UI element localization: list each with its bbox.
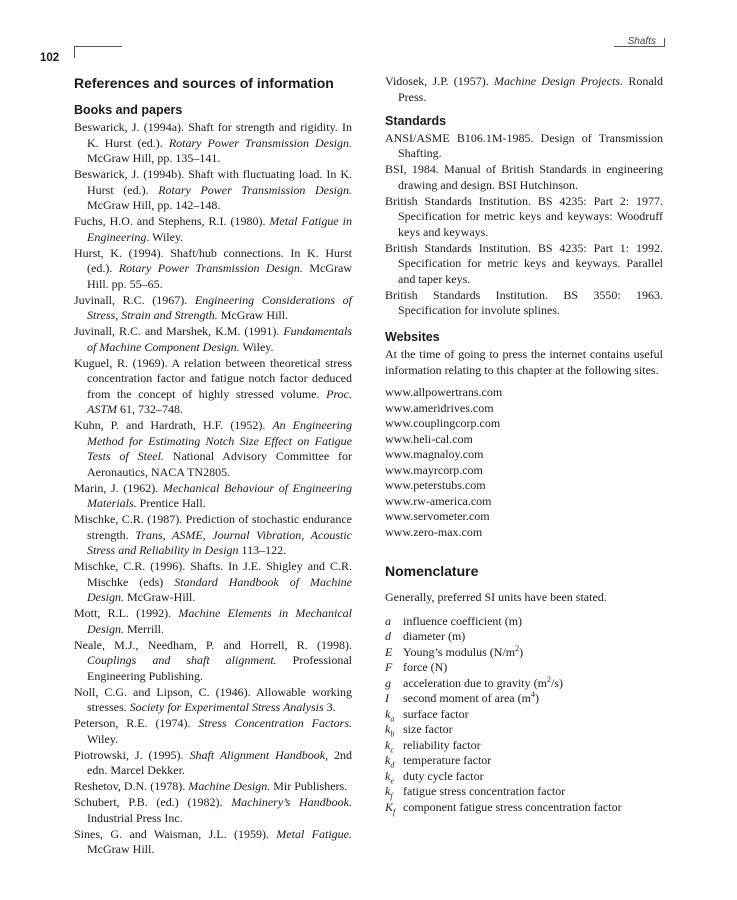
reference-text: Merrill. [124,621,164,636]
symbol-subscript: f [390,791,393,801]
reference-text: , 2nd edn. Marcel Dekker. [87,747,353,777]
website-link[interactable]: www.couplingcorp.com [385,416,501,430]
reference-text: National Advisory Committee for Aeronautics, NACA TN2805. [87,449,352,479]
reference-text: Mischke, C.R. (1987). Prediction of stochastic endurance strength. [74,512,352,542]
reference-entry [74,293,352,324]
nomenclature-symbol [385,722,403,738]
reference-entry [74,606,352,637]
reference-text: Ronald Press. [398,74,663,104]
reference-title: Engineering Considerations of Stress, Strain and Strength. [87,292,353,322]
standard-entry: BSI, 1984. Manual of British Standards in engineering drawing and design. BSI Hutchinson. [385,162,663,192]
reference-entry [74,795,352,826]
reference-title: Proc. ASTM [87,386,352,416]
reference-text: McGraw Hill. pp. 55–65. [87,261,352,291]
reference-title: Metal Fatigue in Engineering [87,214,352,244]
reference-text: Piotrowski, J. (1995). [74,747,190,762]
reference-text: Schubert, P.B. (ed.) (1982). [74,795,232,809]
website-link[interactable]: www.heli-cal.com [385,431,473,446]
nomenclature-description: duty cycle factor [403,768,484,783]
reference-text: Mir Publishers. [270,779,348,793]
symbol-letter: k [385,768,391,783]
reference-text: McGraw Hill. [87,842,155,856]
reference-text: Kuhn, P. and Hardrath, H.F. (1952). [74,418,273,432]
nomenclature-heading: Nomenclature [385,563,479,579]
websites-intro: At the time of going to press the internet contains useful information relating to this chapter at the following sites. [385,347,663,377]
reference-text: McGraw Hill, pp. 135–141. [87,151,221,165]
spacer [385,540,663,562]
reference-text: Prentice Hall. [136,496,206,510]
reference-entry [385,74,663,105]
nomenclature-description: acceleration due to gravity (m [403,675,547,690]
symbol-letter: k [385,722,391,736]
websites-list [385,385,663,540]
nomenclature-row [385,800,663,816]
reference-title: Fundamentals of Machine Component Design. [87,324,352,354]
symbol-subscript: e [390,775,394,785]
nomenclature-row [385,707,663,723]
nomenclature-row [385,769,663,785]
nomenclature-symbol [385,629,403,645]
website-link[interactable]: www.mayrcorp.com [385,462,483,477]
symbol-letter: K [385,799,394,814]
reference-entry [74,748,352,779]
nomenclature-row [385,614,663,630]
reference-entry [74,779,352,795]
reference-text: McGraw Hill. [217,308,289,322]
symbol-letter: g [385,675,391,690]
reference-entry [74,246,352,293]
nomenclature-row [385,753,663,769]
reference-entry [74,481,352,512]
symbol-letter: F [385,660,393,674]
nomenclature-description: fatigue stress concentration factor [403,784,566,798]
nomenclature-symbol [385,660,403,676]
right-column [385,74,663,815]
references-heading: References and sources of information [74,75,334,91]
reference-text: Juvinall, R.C. (1967). [74,292,195,307]
symbol-letter: a [385,613,391,628]
nomenclature-row [385,660,663,676]
unit-superscript: 2 [546,674,551,684]
standard-entry: British Standards Institution. BS 3550: 1963. Specification for involute splines. [385,287,663,317]
reference-text: Wiley. [87,731,119,746]
reference-text: Beswarick, J. (1994b). Shaft with fluctuating load. In K. Hurst (ed.). [74,167,352,197]
reference-title: Machinery’s Handbook. [231,795,352,809]
header-tick-left [74,46,75,58]
standards-list [385,131,663,319]
nomenclature-description: Young’s modulus (N/m [403,644,516,659]
header-tick-right [664,38,665,47]
reference-entry [74,559,352,606]
reference-text: Juvinall, R.C. and Marshek, K.M. (1991). [74,324,284,338]
symbol-subscript: f [393,806,396,816]
symbol-letter: I [385,691,389,705]
reference-title: Standard Handbook of Machine Design. [87,574,352,604]
books-papers-list [74,120,352,858]
nomenclature-symbol [385,645,403,661]
nomenclature-row [385,645,663,661]
reference-text: Kuguel, R. (1969). A relation between theoretical stress concentration factor and fatigue notch factor deduced from the concept of highly stressed volume. [74,355,352,401]
nomenclature-symbol [385,800,403,816]
website-link[interactable]: www.peterstubs.com [385,478,486,492]
reference-text: 3. [323,700,336,714]
reference-entry [74,120,352,167]
reference-text: Industrial Press Inc. [87,810,183,825]
website-link[interactable]: www.allpowertrans.com [385,385,503,399]
nomenclature-description-end: /s) [550,675,563,690]
unit-superscript: 2 [515,643,520,653]
reference-entry [74,167,352,214]
symbol-subscript: c [390,744,394,754]
symbol-letter: d [385,629,391,643]
nomenclature-description: second moment of area (m [403,691,531,705]
nomenclature-symbol [385,691,403,707]
symbol-letter: k [385,737,391,752]
left-column [74,74,352,858]
reference-title: Metal Fatigue. [276,826,352,841]
continued-references-list [385,74,663,105]
nomenclature-symbol [385,676,403,692]
reference-text: Noll, C.G. and Lipson, C. (1946). Allowable working stresses. [74,684,352,714]
unit-superscript: 4 [530,690,535,699]
reference-title: Rotary Power Transmission Design. [168,135,353,150]
nomenclature-description: component fatigue stress concentration factor [403,799,622,814]
reference-entry [74,638,352,685]
nomenclature-description: diameter (m) [403,629,466,643]
reference-text: Neale, M.J., Needham, P. and Horrell, R. (1998). [74,637,352,652]
nomenclature-description-end: ) [519,644,524,659]
nomenclature-description-end: ) [534,691,539,705]
reference-text: Wiley. [239,339,274,354]
reference-text: Sines, G. and Waisman, J.L. (1959). [74,826,277,841]
spacer [385,106,663,113]
symbol-subscript: b [390,729,395,739]
symbol-subscript: a [390,713,395,723]
reference-title: Rotary Power Transmission Design. [158,182,352,197]
reference-entry [74,716,352,747]
nomenclature-symbol [385,738,403,754]
reference-title: Couplings and shaft alignment. [87,653,277,667]
symbol-letter: k [385,706,391,721]
reference-title: Shaft Alignment Handbook [189,747,326,762]
reference-entry [74,418,352,480]
nomenclature-symbol [385,784,403,800]
reference-text: McGraw-Hill. [124,590,196,604]
reference-entry [74,324,352,355]
nomenclature-list [385,614,663,816]
spacer [385,319,663,329]
reference-entry [74,685,352,716]
nomenclature-description: size factor [403,722,453,736]
standard-entry: British Standards Institution. BS 4235: Part 2: 1977. Specification for metric keys and keyways: Woodruff keys and keyways. [385,193,663,239]
symbol-subscript: d [390,760,395,770]
reference-entry [74,512,352,559]
reference-text: Peterson, R.E. (1974). [74,716,199,730]
nomenclature-symbol [385,614,403,630]
reference-title: Machine Design. [188,779,271,793]
nomenclature-row [385,676,663,692]
reference-title: Society for Experimental Stress Analysis [129,700,324,714]
reference-entry [74,356,352,418]
website-link[interactable]: www.ameridrives.com [385,400,494,415]
nomenclature-row [385,784,663,800]
reference-text: Beswarick, J. (1994a). Shaft for strength and rigidity. In K. Hurst (ed.). [74,120,352,150]
reference-title: Stress Concentration Factors. [198,716,352,730]
reference-entry [74,827,352,858]
nomenclature-description: surface factor [403,706,469,721]
nomenclature-symbol [385,753,403,769]
standard-entry: ANSI/ASME B106.1M-1985. Design of Transmission Shafting. [385,130,663,160]
reference-text: Mott, R.L. (1992). [74,606,179,620]
nomenclature-row [385,738,663,754]
reference-title: An Engineering Method for Estimating Notch Size Effect on Fatigue Tests of Steel. [87,418,352,463]
website-link[interactable]: www.magnaloy.com [385,447,484,461]
nomenclature-description: force (N) [403,660,448,674]
reference-text: Hurst, K. (1994). Shaft/hub connections. In K. Hurst (ed.). [74,245,352,275]
reference-title: Machine Design Projects. [494,74,624,88]
reference-text: Marin, J. (1962). [74,480,163,495]
reference-entry [74,214,352,245]
reference-text: Vidosek, J.P. (1957). [385,74,495,88]
reference-text: Professional Engineering Publishing. [87,653,352,683]
nomenclature-symbol [385,707,403,723]
reference-title: Mechanical Behaviour of Engineering Materials. [87,480,352,510]
website-link[interactable]: www.servometer.com [385,509,490,523]
nomenclature-row [385,629,663,645]
reference-text: 113–122. [238,543,287,557]
standard-entry: British Standards Institution. BS 4235: Part 1: 1992. Specification for metric keys and keyways. Parallel and taper keys. [385,240,663,286]
reference-title: Rotary Power Transmission Design. [118,261,303,275]
reference-text: Fuchs, H.O. and Stephens, R.I. (1980). [74,214,270,228]
reference-title: Machine Elements in Mechanical Design. [87,606,352,636]
symbol-letter: k [385,753,391,767]
standards-heading: Standards [385,113,447,128]
reference-text: Mischke, C.R. (1996). Shafts. In J.E. Shigley and C.R. Mischke (eds) [74,559,352,589]
symbol-letter: k [385,784,391,798]
header-rule-left [74,46,122,47]
nomenclature-intro: Generally, preferred SI units have been stated. [385,590,607,604]
page-number: 102 [40,52,60,64]
nomenclature-description: reliability factor [403,737,481,752]
reference-text: . Wiley. [146,229,184,244]
symbol-letter: E [385,644,393,659]
nomenclature-row [385,691,663,707]
nomenclature-symbol [385,769,403,785]
reference-text: McGraw Hill, pp. 142–148. [87,198,221,212]
books-papers-heading: Books and papers [74,103,183,117]
website-link[interactable]: www.rw-america.com [385,493,492,508]
nomenclature-row [385,722,663,738]
reference-text: Reshetov, D.N. (1978). [74,779,189,793]
nomenclature-description: influence coefficient (m) [403,613,523,628]
website-link[interactable]: www.zero-max.com [385,524,483,539]
reference-title: Trans, ASME, Journal Vibration, Acoustic Stress and Reliability in Design [87,527,352,557]
websites-heading: Websites [385,330,440,344]
nomenclature-description: temperature factor [403,753,492,767]
reference-text: 61, 732–748. [117,402,183,416]
running-head: Shafts [627,36,656,47]
